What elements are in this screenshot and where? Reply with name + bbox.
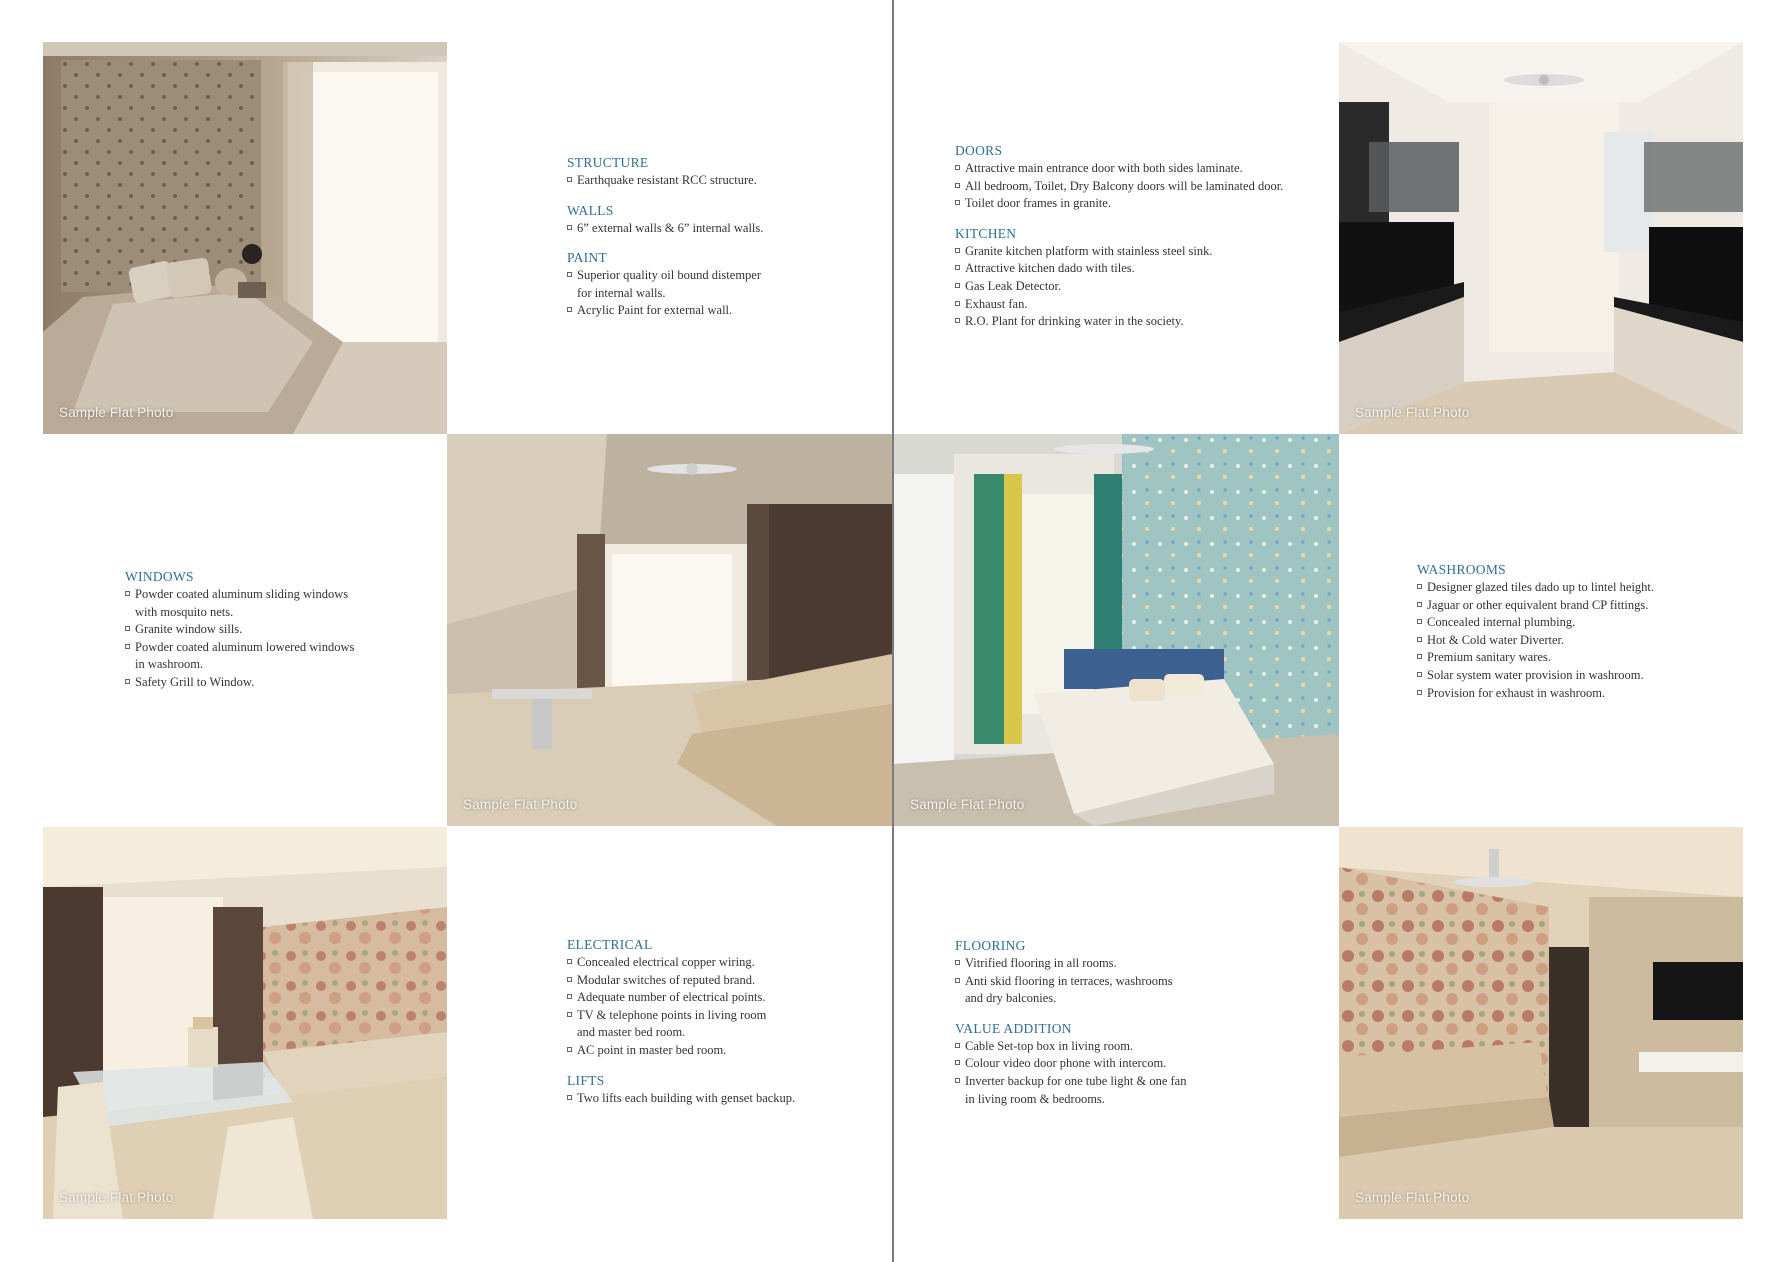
section-washrooms (1417, 561, 1654, 702)
spec-item: R.O. Plant for drinking water in the society. (955, 313, 1283, 331)
spec-item: Gas Leak Detector. (955, 278, 1283, 296)
spec-item: Hot & Cold water Diverter. (1417, 632, 1654, 650)
spec-item: Attractive kitchen dado with tiles. (955, 260, 1283, 278)
spec-item: Colour video door phone with intercom. (955, 1055, 1186, 1073)
spec-block-structure (567, 154, 763, 320)
photo-kids-bedroom (894, 434, 1339, 826)
spec-item: Concealed internal plumbing. (1417, 614, 1654, 632)
spec-block-windows (125, 568, 354, 692)
spec-item: Concealed electrical copper wiring. (567, 954, 795, 972)
spec-item: Solar system water provision in washroom. (1417, 667, 1654, 685)
spec-item: Granite window sills. (125, 621, 354, 639)
spec-block-doors (955, 142, 1283, 331)
spec-item: Designer glazed tiles dado up to lintel height. (1417, 579, 1654, 597)
spec-item: Powder coated aluminum sliding windows with mosquito nets. (125, 586, 354, 621)
spec-block-washrooms (1417, 561, 1654, 702)
section-title: PAINT (567, 250, 608, 266)
photo-living-tv (1339, 827, 1743, 1219)
photo-living-dining (447, 434, 892, 826)
spec-item: Acrylic Paint for external wall. (567, 302, 763, 320)
section-lifts (567, 1072, 795, 1108)
spec-item: Premium sanitary wares. (1417, 649, 1654, 667)
spec-item: Exhaust fan. (955, 296, 1283, 314)
spec-item: All bedroom, Toilet, Dry Balcony doors will be laminated door. (955, 178, 1283, 196)
living-room-illustration (447, 434, 892, 826)
spec-item: Superior quality oil bound distemper for internal walls. (567, 267, 763, 302)
section-title: DOORS (955, 143, 1003, 158)
spec-item: Provision for exhaust in washroom. (1417, 685, 1654, 703)
spec-item: 6” external walls & 6” internal walls. (567, 220, 763, 238)
spec-block-flooring (955, 937, 1186, 1108)
section-title: WASHROOMS (1417, 562, 1506, 577)
spec-item: Safety Grill to Window. (125, 674, 354, 692)
section-title: FLOORING (955, 938, 1026, 953)
dining-room-illustration (43, 827, 447, 1219)
spec-item: Adequate number of electrical points. (567, 989, 795, 1007)
spec-item: Attractive main entrance door with both sides laminate. (955, 160, 1283, 178)
photo-caption: Sample Flat Photo (59, 1190, 174, 1205)
spec-item: Cable Set-top box in living room. (955, 1038, 1186, 1056)
spec-item: Powder coated aluminum lowered windows in washroom. (125, 639, 354, 674)
spec-item: TV & telephone points in living room and master bed room. (567, 1007, 795, 1042)
living-tv-illustration (1339, 827, 1743, 1219)
photo-caption: Sample Flat Photo (910, 797, 1025, 812)
photo-dining-room (43, 827, 447, 1219)
spec-item: Toilet door frames in granite. (955, 195, 1283, 213)
section-title: WALLS (567, 202, 614, 218)
spec-item: Granite kitchen platform with stainless steel sink. (955, 243, 1283, 261)
spec-item: AC point in master bed room. (567, 1042, 795, 1060)
section-kitchen (955, 225, 1283, 331)
spec-block-electrical (567, 936, 795, 1107)
section-title: KITCHEN (955, 225, 1017, 241)
spec-item: Earthquake resistant RCC structure. (567, 172, 763, 190)
section-value-addition (955, 1020, 1186, 1108)
photo-caption: Sample Flat Photo (59, 405, 174, 420)
section-paint (567, 249, 763, 320)
spec-item: Inverter backup for one tube light & one fan in living room & bedrooms. (955, 1073, 1186, 1108)
section-structure (567, 154, 763, 190)
section-doors (955, 142, 1283, 213)
spec-item: Two lifts each building with genset backup. (567, 1090, 795, 1108)
spec-item: Vitrified flooring in all rooms. (955, 955, 1186, 973)
photo-master-bedroom (43, 42, 447, 434)
spec-item: Anti skid flooring in terraces, washrooms and dry balconies. (955, 973, 1186, 1008)
section-electrical (567, 936, 795, 1060)
section-title: WINDOWS (125, 569, 194, 584)
section-title: ELECTRICAL (567, 937, 653, 952)
photo-caption: Sample Flat Photo (1355, 405, 1470, 420)
section-title: LIFTS (567, 1072, 605, 1088)
section-walls (567, 202, 763, 238)
section-flooring (955, 937, 1186, 1008)
section-title: VALUE ADDITION (955, 1020, 1072, 1036)
kitchen-illustration (1339, 42, 1743, 434)
kids-bedroom-illustration (894, 434, 1339, 826)
spec-item: Jaguar or other equivalent brand CP fittings. (1417, 597, 1654, 615)
photo-kitchen (1339, 42, 1743, 434)
page-fold-divider (892, 0, 894, 1262)
photo-caption: Sample Flat Photo (463, 797, 578, 812)
section-title: STRUCTURE (567, 155, 649, 170)
section-windows (125, 568, 354, 692)
photo-caption: Sample Flat Photo (1355, 1190, 1470, 1205)
bedroom-illustration (43, 42, 447, 434)
spec-item: Modular switches of reputed brand. (567, 972, 795, 990)
